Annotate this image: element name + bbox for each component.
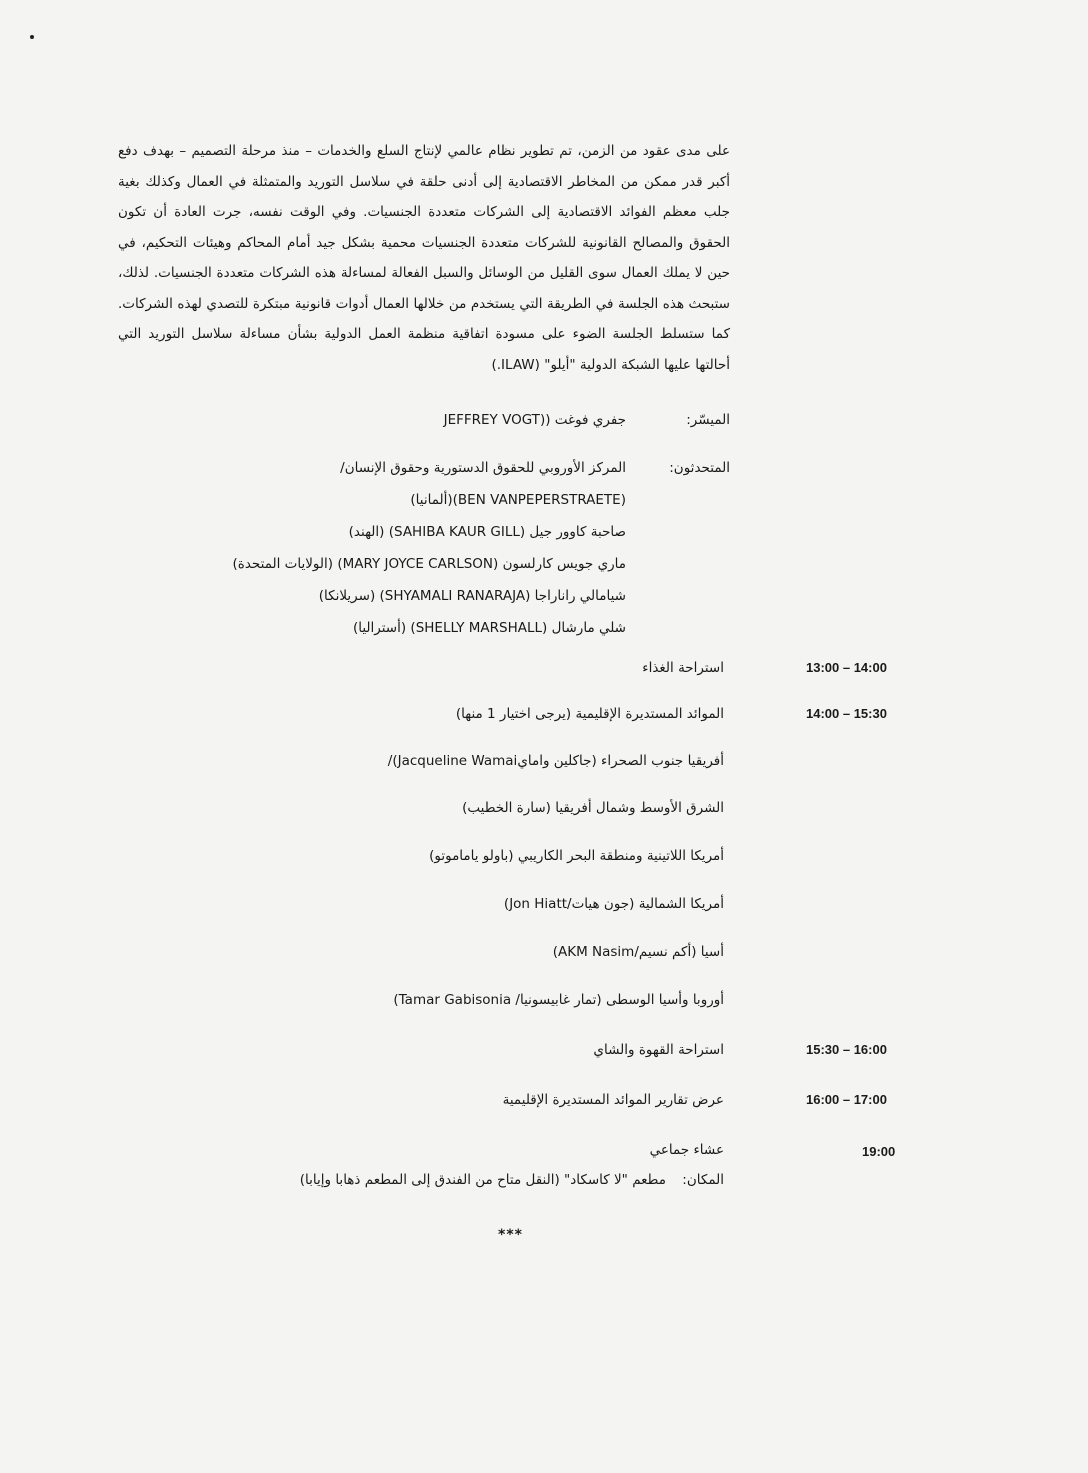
end-mark: *** bbox=[498, 1227, 523, 1243]
schedule-time: 15:30 – 16:00 bbox=[806, 1042, 887, 1057]
speaker-line: شلي مارشال (SHELLY MARSHALL) (أستراليا) bbox=[352, 620, 626, 636]
schedule-time: 19:00 bbox=[862, 1144, 896, 1159]
roundtable-item: الشرق الأوسط وشمال أفريقيا (سارة الخطيب) bbox=[462, 800, 724, 816]
speaker-line: (BEN VANPEPERSTRAETE)(ألمانيا) bbox=[410, 492, 626, 508]
speakers-label: المتحدثون: bbox=[669, 460, 730, 476]
speaker-line: شيامالي راناراجا (SHYAMALI RANARAJA) (سريلانكا) bbox=[318, 588, 626, 604]
speaker-line: صاحبة كاوور جيل (SAHIBA KAUR GILL) (الهند) bbox=[348, 524, 626, 540]
moderator-label: الميسّر: bbox=[686, 412, 730, 428]
schedule-time: 13:00 – 14:00 bbox=[806, 660, 887, 675]
venue-label: المكان: bbox=[682, 1172, 724, 1188]
roundtable-item: أمريكا الشمالية (جون هيات/Jon Hiatt) bbox=[503, 896, 724, 912]
moderator-name: جفري فوغت ((JEFFREY VOGT bbox=[443, 412, 626, 428]
roundtable-item: أسيا (أكم نسيم/AKM Nasim) bbox=[552, 944, 724, 960]
scan-speck bbox=[30, 35, 34, 39]
venue-text: مطعم "لا كاسكاد" (النقل متاح من الفندق إلى المطعم ذهابا وإيابا) bbox=[299, 1172, 666, 1188]
speaker-line: ماري جويس كارلسون (MARY JOYCE CARLSON) (الولايات المتحدة) bbox=[232, 556, 626, 572]
speakers-list bbox=[232, 452, 626, 644]
speaker-line: المركز الأوروبي للحقوق الدستورية وحقوق الإنسان/ bbox=[340, 460, 626, 476]
schedule-title: الموائد المستديرة الإقليمية (يرجى اختيار 1 منها) bbox=[455, 706, 724, 722]
schedule-title: عرض تقارير الموائد المستديرة الإقليمية bbox=[502, 1092, 724, 1108]
roundtable-item: أوروبا وأسيا الوسطى (تمار غابيسونيا/ Tamar Gabisonia) bbox=[393, 992, 724, 1008]
schedule-title: استراحة القهوة والشاي bbox=[593, 1042, 724, 1058]
schedule-title: استراحة الغذاء bbox=[642, 660, 724, 676]
schedule-time: 16:00 – 17:00 bbox=[806, 1092, 887, 1107]
roundtable-item: أفريقيا جنوب الصحراء (جاكلين وامايJacqueline Wamai)/ bbox=[387, 753, 724, 769]
schedule-title: عشاء جماعي bbox=[649, 1142, 724, 1158]
intro-paragraph: على مدى عقود من الزمن، تم تطوير نظام عالمي لإنتاج السلع والخدمات – منذ مرحلة التصميم – بهدف دفع أكبر قدر ممكن من المخاطر الاقتصادية إلى أدنى حلقة في سلاسل التوريد والمتمثلة في العمال وكذلك بغية جلب معظم الفوائد الاقتصادية إلى الشركات متعددة الجنسيات. وفي الوقت نفسه، جرت العادة أن تكون الحقوق والمصالح القانونية للشركات متعددة الجنسيات محمية بشكل جيد أمام المحاكم وهيئات التحكيم، في حين لا يملك العمال سوى القليل من الوسائل والسبل الفعالة لمساءلة هذه الشركات متعددة الجنسيات. لذلك، ستبحث هذه الجلسة في الطريقة التي يستخدم من خلالها العمال أدوات قانونية مبتكرة للتصدي لهذه الشركات. كما ستسلط الجلسة الضوء على مسودة اتفاقية منظمة العمل الدولية بشأن مساءلة سلاسل التوريد التي أحالتها عليها الشبكة الدولية "أيلو" (ILAW.) bbox=[118, 143, 730, 373]
roundtable-item: أمريكا اللاتينية ومنطقة البحر الكاريبي (باولو ياماموتو) bbox=[429, 848, 724, 864]
schedule-time: 14:00 – 15:30 bbox=[806, 706, 887, 721]
